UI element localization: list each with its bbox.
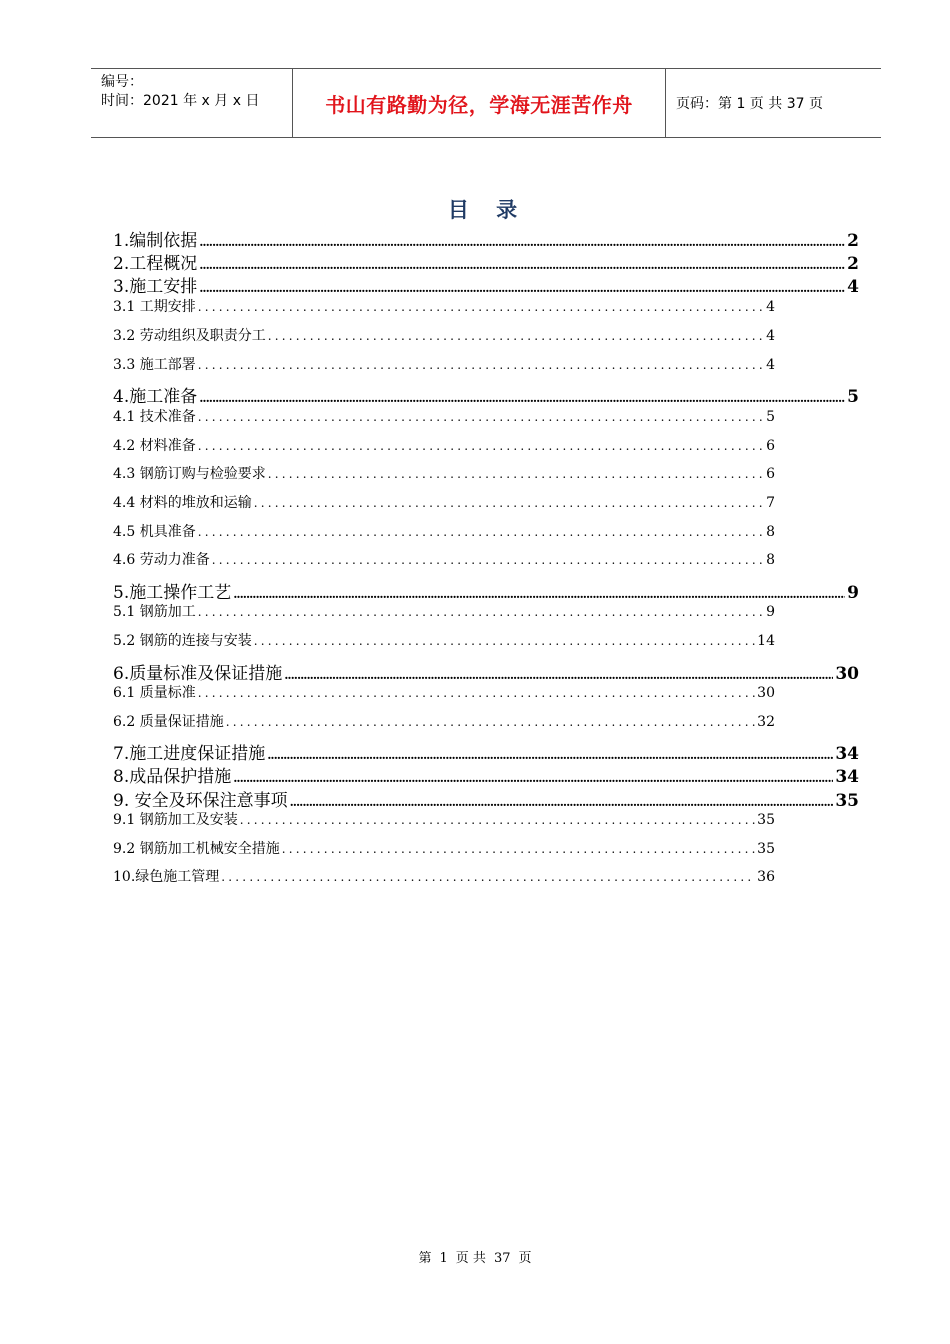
toc-entry-page: 9 <box>847 583 859 603</box>
toc-entry-label: 3.3 施工部署 <box>113 357 196 373</box>
toc-entry-page: 6 <box>766 438 775 454</box>
toc-leader <box>198 358 764 372</box>
toc-entry-label: 3.2 劳动组织及职责分工 <box>113 328 266 344</box>
toc-entry-page: 35 <box>835 791 859 811</box>
toc-leader <box>268 467 764 481</box>
toc-entry-page: 9 <box>766 604 775 620</box>
toc-leader <box>233 771 833 785</box>
toc-entry-page: 6 <box>766 466 775 482</box>
toc-entry-label: 8.成品保护措施 <box>113 767 232 787</box>
toc-entry-page: 34 <box>835 744 859 764</box>
toc-entry-page: 7 <box>766 495 775 511</box>
toc-entry-page: 5 <box>766 409 775 425</box>
toc-entry[interactable] <box>113 838 775 858</box>
toc-leader <box>199 281 845 295</box>
header-page-info: 页码：第 1 页 共 37 页 <box>676 96 823 112</box>
toc-entry[interactable] <box>113 521 775 541</box>
toc-entry-label: 4.6 劳动力准备 <box>113 552 210 568</box>
toc-entry-label: 4.4 材料的堆放和运输 <box>113 495 252 511</box>
toc-entry-label: 4.施工准备 <box>113 387 198 407</box>
toc-leader <box>198 439 764 453</box>
toc-entry-label: 4.1 技术准备 <box>113 409 196 425</box>
toc-entry-page: 14 <box>757 633 775 649</box>
toc-leader <box>254 634 755 648</box>
toc-entry[interactable] <box>113 435 775 455</box>
toc-entry[interactable] <box>113 226 859 251</box>
toc-entry[interactable] <box>113 382 859 407</box>
toc-entry-label: 5.施工操作工艺 <box>113 583 232 603</box>
page-footer <box>0 1247 950 1266</box>
toc-entry-page: 32 <box>757 714 775 730</box>
toc-entry-page: 4 <box>766 299 775 315</box>
toc-entry-page: 2 <box>847 231 859 251</box>
header-page-info-cell <box>666 69 881 137</box>
toc-entry[interactable] <box>113 682 775 702</box>
toc-entry[interactable] <box>113 739 859 764</box>
toc-entry-page: 34 <box>835 767 859 787</box>
toc-entry-page: 35 <box>757 812 775 828</box>
toc-entry[interactable] <box>113 272 859 297</box>
toc-leader <box>282 842 755 856</box>
toc-entry-page: 30 <box>757 685 775 701</box>
toc-entry-page: 8 <box>766 524 775 540</box>
toc-entry[interactable] <box>113 630 775 650</box>
toc-leader <box>267 748 833 762</box>
toc-leader <box>226 715 755 729</box>
document-number-label: 编号： <box>101 74 143 90</box>
toc-entry[interactable] <box>113 296 775 316</box>
toc-entry[interactable] <box>113 809 775 829</box>
toc-entry[interactable] <box>113 601 775 621</box>
toc-entry-page: 30 <box>835 664 859 684</box>
toc-leader <box>198 300 764 314</box>
toc-entry-label: 5.2 钢筋的连接与安装 <box>113 633 252 649</box>
toc-leader <box>198 525 764 539</box>
toc-entry[interactable] <box>113 762 859 787</box>
toc-entry-label: 1.编制依据 <box>113 231 198 251</box>
toc-leader <box>290 795 834 809</box>
toc-leader <box>198 686 755 700</box>
toc-leader <box>198 605 764 619</box>
footer-page-suffix: 页 <box>518 1251 532 1266</box>
toc-entry[interactable] <box>113 249 859 274</box>
toc-leader <box>233 587 845 601</box>
toc-entry-page: 8 <box>766 552 775 568</box>
toc-entry-page: 2 <box>847 254 859 274</box>
toc-entry-page: 4 <box>766 357 775 373</box>
toc-leader <box>254 496 764 510</box>
toc-entry[interactable] <box>113 659 859 684</box>
toc-leader <box>198 410 764 424</box>
toc-entry[interactable] <box>113 866 775 886</box>
toc-entry[interactable] <box>113 354 775 374</box>
toc-entry-page: 5 <box>847 387 859 407</box>
toc-entry-label: 6.1 质量标准 <box>113 685 196 701</box>
toc-entry-label: 3.施工安排 <box>113 277 198 297</box>
toc-entry-label: 10.绿色施工管理 <box>113 869 220 885</box>
page-header <box>91 68 881 138</box>
toc-entry[interactable] <box>113 549 775 569</box>
document-time-label: 时间：2021 年 x 月 x 日 <box>101 93 260 109</box>
toc-entry-label: 6.质量标准及保证措施 <box>113 664 283 684</box>
header-motto: 书山有路勤为径，学海无涯苦作舟 <box>325 92 633 117</box>
toc-entry[interactable] <box>113 578 859 603</box>
header-meta <box>91 69 293 137</box>
toc-leader <box>268 329 764 343</box>
toc-entry[interactable] <box>113 463 775 483</box>
toc-entry-label: 2.工程概况 <box>113 254 198 274</box>
toc-leader <box>284 668 833 682</box>
toc-entry[interactable] <box>113 406 775 426</box>
toc-entry-label: 9. 安全及环保注意事项 <box>113 791 288 811</box>
toc-leader <box>240 813 755 827</box>
toc-leader <box>199 235 845 249</box>
toc-entry-label: 4.2 材料准备 <box>113 438 196 454</box>
toc-entry-label: 4.3 钢筋订购与检验要求 <box>113 466 266 482</box>
toc-entry-label: 6.2 质量保证措施 <box>113 714 224 730</box>
toc-entry-page: 4 <box>766 328 775 344</box>
toc-entry[interactable] <box>113 786 859 811</box>
toc-entry-page: 35 <box>757 841 775 857</box>
toc-leader <box>212 553 764 567</box>
toc-entry[interactable] <box>113 492 775 512</box>
toc-entry-label: 4.5 机具准备 <box>113 524 196 540</box>
toc-entry[interactable] <box>113 325 775 345</box>
toc-leader <box>199 258 845 272</box>
toc-leader <box>199 391 845 405</box>
header-motto-cell <box>293 69 666 137</box>
toc-entry-label: 9.2 钢筋加工机械安全措施 <box>113 841 280 857</box>
toc-entry-page: 36 <box>757 869 775 885</box>
toc-entry-label: 7.施工进度保证措施 <box>113 744 266 764</box>
toc-leader <box>221 870 755 884</box>
toc-entry-label: 9.1 钢筋加工及安装 <box>113 812 238 828</box>
footer-page-current: 1 <box>439 1251 448 1266</box>
toc-entry[interactable] <box>113 711 775 731</box>
toc-entry-label: 3.1 工期安排 <box>113 299 196 315</box>
toc-entry-label: 5.1 钢筋加工 <box>113 604 196 620</box>
footer-page-total: 37 <box>493 1251 511 1266</box>
toc-entry-page: 4 <box>847 277 859 297</box>
toc-title: 目 录 <box>447 198 528 222</box>
footer-page-prefix: 第 <box>418 1251 432 1266</box>
footer-page-mid: 页 共 <box>455 1251 486 1266</box>
